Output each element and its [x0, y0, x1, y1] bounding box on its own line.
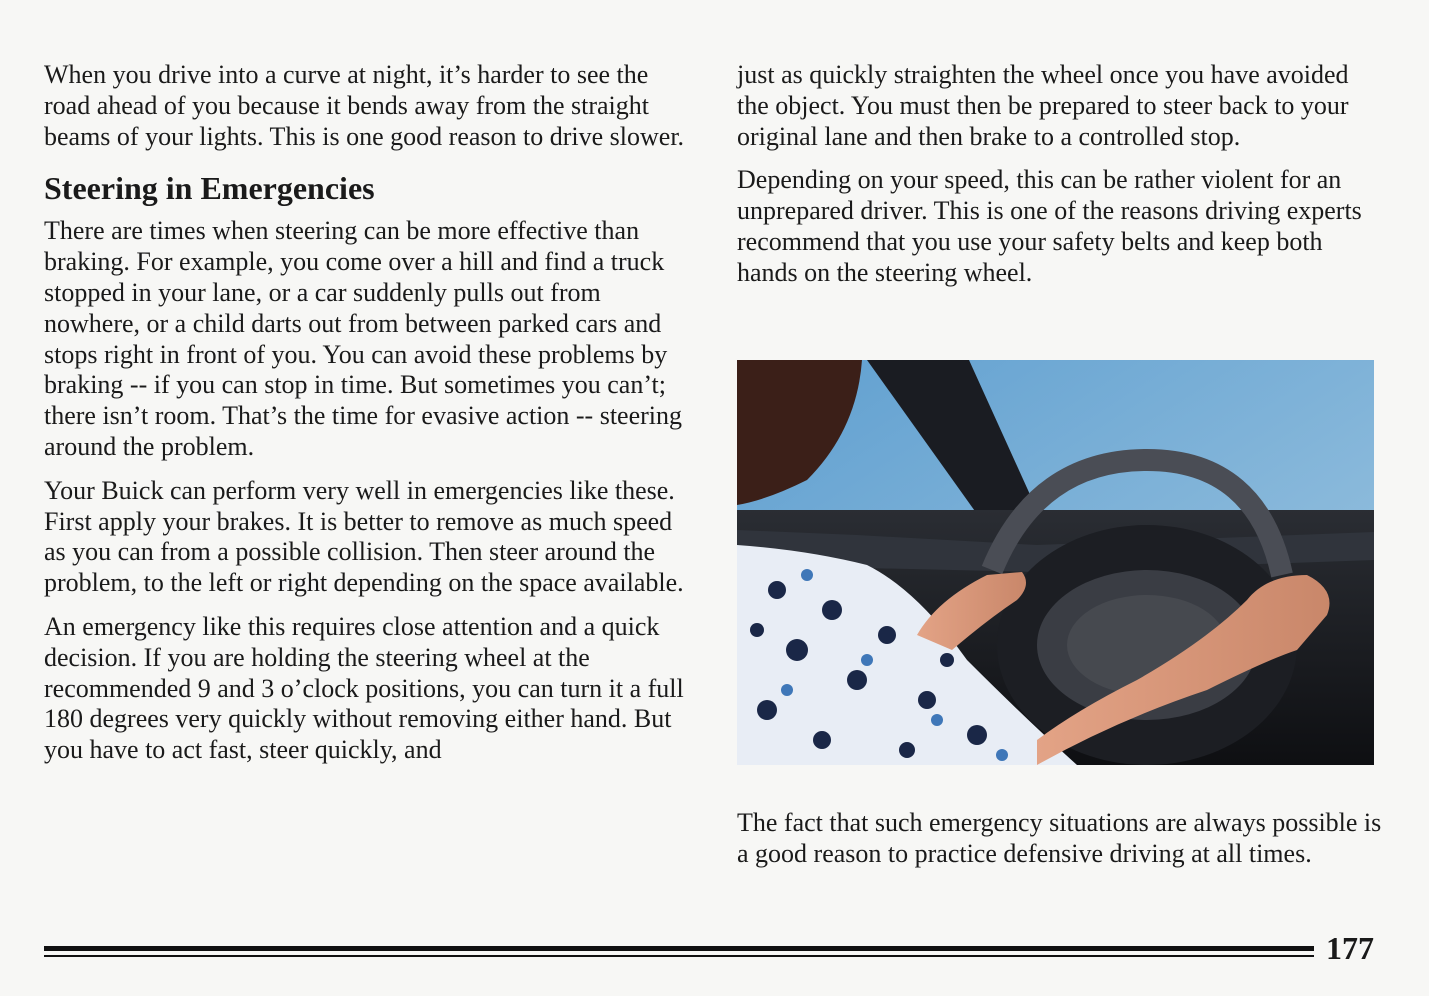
closing-text — [737, 808, 1382, 870]
paragraph-steering-vs-braking: There are times when steering can be more effective than braking. For example, you come over a hill and find a truck stopped in your lane, or a car suddenly pulls out from nowhere, or a child darts out from between parked cars and stops right in front of you. You can avoid these problems by braking -- if you can stop in time. But sometimes you can’t; there isn’t room. That’s the time for evasive action -- steering around the problem. — [44, 216, 683, 461]
right-column — [737, 60, 1382, 302]
left-column — [44, 60, 694, 779]
paragraph-speed-violence: Depending on your speed, this can be rather violent for an unprepared driver. This is one of the reasons driving experts recommend that you use your safety belts and keep both hands on the steering wheel. — [737, 165, 1362, 287]
footer-rule-thick — [44, 946, 1314, 951]
paragraph-emergency-attention: An emergency like this requires close attention and a quick decision. If you are holding the steering wheel at the recommended 9 and 3 o’clock positions, you can turn it a full 180 degrees very quickly without removing either hand. But you have to act fast, steer quickly, and — [44, 611, 684, 765]
footer-rule-thin — [44, 955, 1314, 957]
section-heading: Steering in Emergencies — [44, 170, 375, 207]
driver-steering-wheel-photo — [737, 360, 1374, 765]
intro-paragraph: When you drive into a curve at night, it’s harder to see the road ahead of you because it bends away from the straight beams of your lights. This is one good reason to drive slower. — [44, 60, 685, 151]
paragraph-straighten-wheel: just as quickly straighten the wheel once you have avoided the object. You must then be prepared to steer back to your original lane and then brake to a controlled stop. — [737, 60, 1349, 151]
page-number: 177 — [1326, 930, 1374, 966]
paragraph-defensive-driving: The fact that such emergency situations are always possible is a good reason to practice defensive driving at all times. — [737, 808, 1382, 868]
footer-rule — [44, 936, 1314, 966]
paragraph-buick-performance: Your Buick can perform very well in emergencies like these. First apply your brakes. It is better to remove as much speed as you can from a possible collision. Then steer around the problem, to the left or right depending on the space available. — [44, 475, 684, 598]
photo-illustration — [737, 360, 1374, 765]
